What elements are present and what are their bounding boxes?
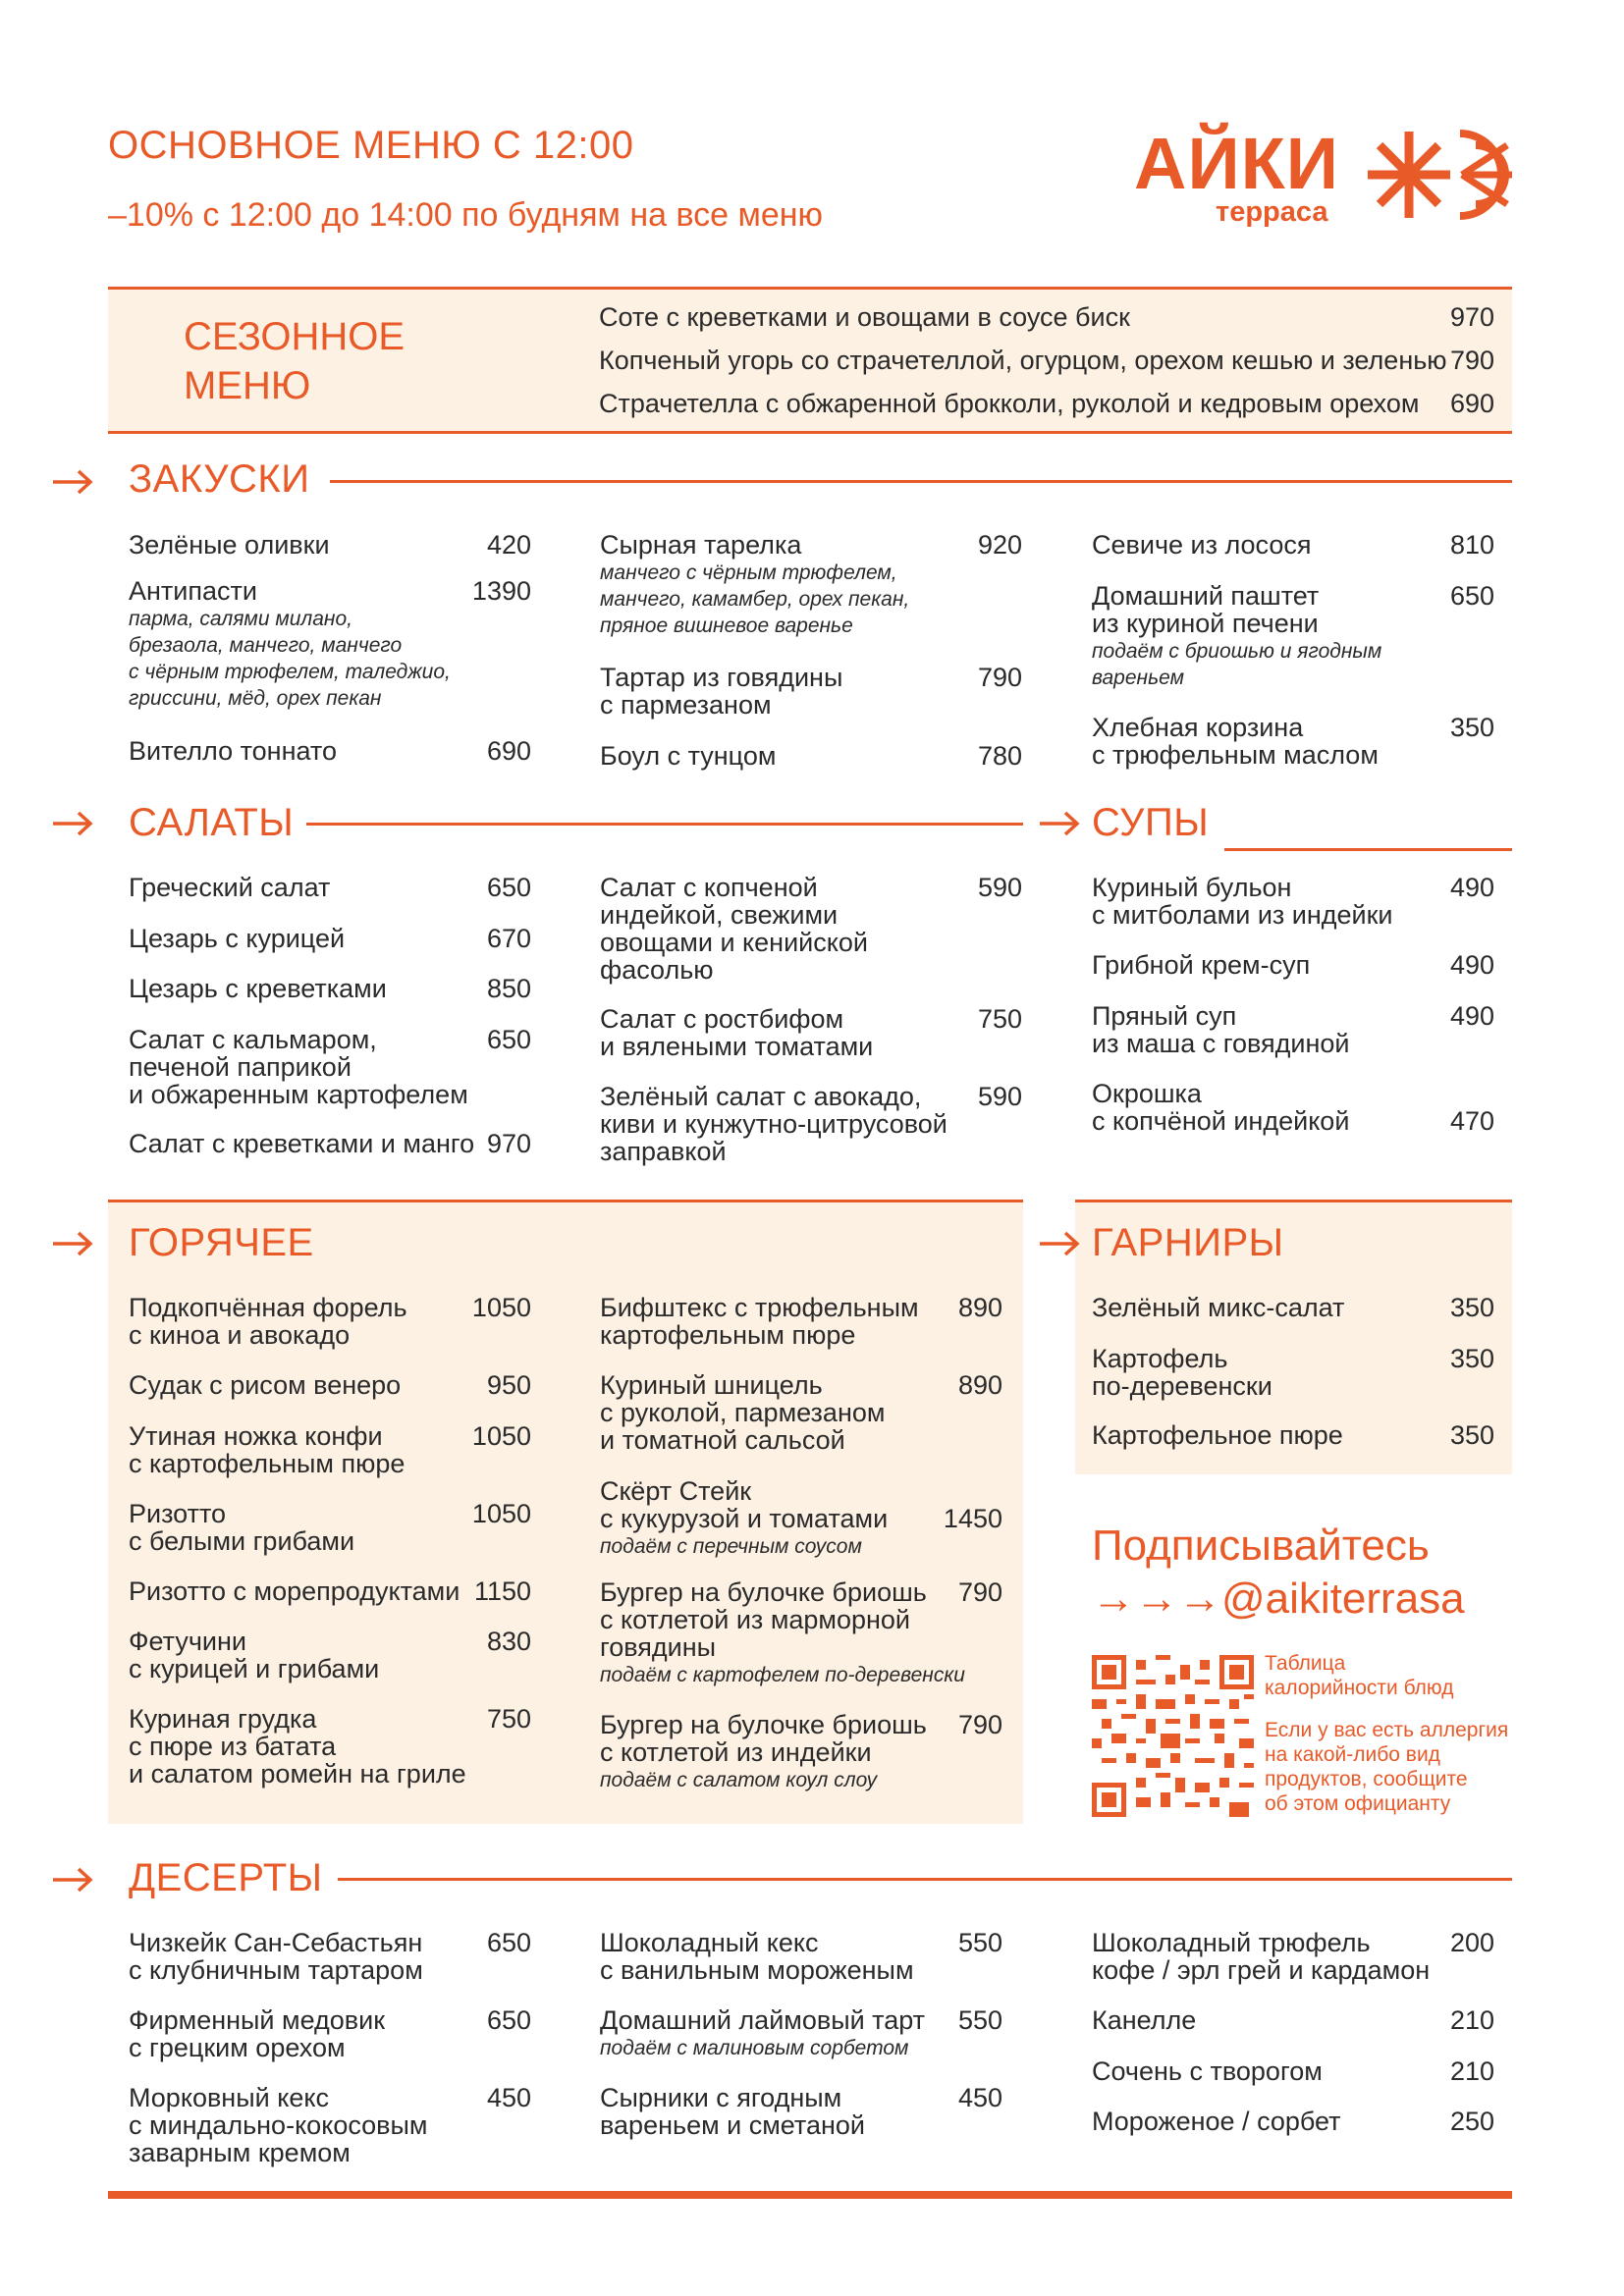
item-name: Севиче из лосося bbox=[1092, 530, 1312, 560]
menu-item bbox=[129, 577, 531, 712]
item-price: 200 bbox=[1449, 1928, 1494, 1957]
item-price: 450 bbox=[486, 2083, 531, 2112]
menu-item bbox=[1092, 1080, 1494, 1135]
item-description: парма, салями милано, брезаола, манчего, манчего с чёрным трюфелем, таледжио, гриссини, мёд, орех пекан bbox=[129, 608, 451, 710]
item-name: Сырники с ягодным вареньем и сметаной bbox=[600, 2083, 865, 2140]
item-price: 550 bbox=[957, 2005, 1002, 2035]
menu-item bbox=[1092, 714, 1494, 769]
logo-wordmark: АЙКИ bbox=[1134, 123, 1339, 204]
menu-item bbox=[129, 1422, 531, 1477]
item-name: Шоколадный кекс с ванильным мороженым bbox=[600, 1928, 914, 1985]
item-price: 350 bbox=[1449, 1293, 1494, 1322]
item-name: Бургер на булочке бриошь с котлетой из индейки bbox=[600, 1710, 927, 1767]
item-name: Бифштекс с трюфельным картофельным пюре bbox=[600, 1293, 919, 1350]
menu-item bbox=[600, 1711, 1002, 1793]
item-name: Бургер на булочке бриошь с котлетой из марморной говядины bbox=[600, 1577, 927, 1662]
arrow-right-icon bbox=[51, 811, 94, 836]
menu-item bbox=[600, 1371, 1002, 1454]
item-name: Сырная тарелка bbox=[600, 530, 802, 560]
item-price: 970 bbox=[1449, 302, 1494, 332]
item-name: Скёрт Стейк с кукурузой и томатами bbox=[600, 1476, 889, 1533]
item-price: 1150 bbox=[473, 1576, 531, 1606]
item-name: Ризотто с морепродуктами bbox=[129, 1576, 460, 1606]
menu-item bbox=[129, 1371, 531, 1399]
menu-item bbox=[129, 975, 531, 1002]
item-price: 1390 bbox=[471, 576, 531, 606]
item-description: манчего с чёрным трюфелем, манчего, камамбер, орех пекан, пряное вишневое варенье bbox=[600, 561, 910, 637]
item-name: Канелле bbox=[1092, 2005, 1197, 2035]
section-title-supy: СУПЫ bbox=[1092, 801, 1210, 844]
item-price: 650 bbox=[486, 873, 531, 902]
menu-item bbox=[1092, 582, 1494, 691]
item-price: 350 bbox=[1449, 713, 1494, 742]
item-price: 690 bbox=[1449, 389, 1494, 418]
menu-item bbox=[600, 874, 1022, 984]
menu-item bbox=[129, 1130, 531, 1157]
menu-item bbox=[1092, 951, 1494, 979]
item-price: 810 bbox=[1449, 530, 1494, 560]
seasonal-title: СЕЗОННОЕ МЕНЮ bbox=[184, 315, 406, 407]
section-title-garniry: ГАРНИРЫ bbox=[1092, 1221, 1284, 1264]
arrow-right-icon bbox=[1038, 811, 1081, 836]
seasonal-item bbox=[599, 346, 1494, 376]
item-name: Фирменный медовик с грецким орехом bbox=[129, 2005, 386, 2062]
item-description: подаём с перечным соусом bbox=[600, 1535, 862, 1558]
item-name: Куриная грудка с пюре из батата и салатом ромейн на гриле bbox=[129, 1704, 466, 1789]
item-name: Куриный бульон с митболами из индейки bbox=[1092, 873, 1393, 930]
item-name: Салат с кальмаром, печеной паприкой и обжаренным картофелем bbox=[129, 1025, 468, 1109]
logo-subtitle: терраса bbox=[1216, 196, 1328, 228]
menu-item bbox=[600, 1294, 1002, 1349]
item-name: Куриный шницель с руколой, пармезаном и томатной сальсой bbox=[600, 1370, 886, 1455]
footer-divider bbox=[108, 2191, 1512, 2199]
item-price: 590 bbox=[977, 873, 1022, 902]
section-title-deserty: ДЕСЕРТЫ bbox=[129, 1856, 323, 1899]
item-price: 780 bbox=[977, 741, 1022, 771]
item-description: подаём с картофелем по-деревенски bbox=[600, 1664, 965, 1686]
item-price: 650 bbox=[486, 1928, 531, 1957]
item-name: Домашний лаймовый тарт bbox=[600, 2005, 926, 2035]
menu-item bbox=[129, 1628, 531, 1682]
item-name: Грибной крем-суп bbox=[1092, 950, 1311, 980]
item-price: 490 bbox=[1449, 873, 1494, 902]
menu-item bbox=[129, 1500, 531, 1555]
item-name: Чизкейк Сан-Себастьян с клубничным тартаром bbox=[129, 1928, 423, 1985]
item-price: 450 bbox=[957, 2083, 1002, 2112]
menu-item bbox=[600, 1929, 1002, 1984]
item-name: Ризотто с белыми грибами bbox=[129, 1499, 355, 1556]
qr-caption: Таблица калорийности блюд bbox=[1265, 1652, 1454, 1699]
item-price: 750 bbox=[977, 1004, 1022, 1034]
menu-item bbox=[129, 925, 531, 952]
section-divider bbox=[330, 480, 1512, 483]
page-title: ОСНОВНОЕ МЕНЮ С 12:00 bbox=[108, 124, 634, 167]
sun-logo-icon bbox=[1360, 126, 1517, 224]
item-name: Фетучини с курицей и грибами bbox=[129, 1627, 380, 1683]
item-price: 210 bbox=[1449, 2056, 1494, 2086]
item-price: 210 bbox=[1449, 2005, 1494, 2035]
arrow-right-icon bbox=[51, 1867, 94, 1893]
item-name: Антипасти bbox=[129, 576, 257, 606]
item-name: Копченый угорь со страчетеллой, огурцом, орехом кешью и зеленью bbox=[599, 346, 1447, 375]
item-price: 970 bbox=[486, 1129, 531, 1158]
item-name: Мороженое / сорбет bbox=[1092, 2107, 1341, 2136]
item-price: 1050 bbox=[471, 1293, 531, 1322]
item-name: Салат с креветками и манго bbox=[129, 1129, 475, 1158]
item-price: 850 bbox=[486, 974, 531, 1003]
item-name: Салат с копченой индейкой, свежими овощами и кенийской фасолью bbox=[600, 873, 868, 985]
subscribe-heading bbox=[1092, 1520, 1465, 1626]
item-price: 650 bbox=[486, 1025, 531, 1054]
item-name: Пряный суп из маша с говядиной bbox=[1092, 1001, 1350, 1058]
item-name: Подкопчённая форель с киноа и авокадо bbox=[129, 1293, 407, 1350]
menu-item bbox=[129, 737, 531, 765]
item-price: 830 bbox=[486, 1627, 531, 1656]
item-name: Окрошка с копчёной индейкой bbox=[1092, 1079, 1350, 1136]
item-price: 670 bbox=[486, 924, 531, 953]
section-title-zakuski: ЗАКУСКИ bbox=[129, 457, 310, 501]
item-price: 950 bbox=[486, 1370, 531, 1400]
item-name: Зелёный микс-салат bbox=[1092, 1293, 1345, 1322]
item-price: 790 bbox=[1449, 346, 1494, 375]
item-name: Зелёный салат с авокадо, киви и кунжутно-цитрусовой заправкой bbox=[600, 1082, 947, 1166]
item-name: Вителло тоннато bbox=[129, 736, 338, 766]
item-price: 650 bbox=[1449, 581, 1494, 611]
menu-item bbox=[1092, 531, 1494, 559]
arrow-right-icon bbox=[1038, 1231, 1081, 1256]
menu-item bbox=[1092, 1002, 1494, 1057]
subscribe-label: Подписывайтесь bbox=[1092, 1522, 1430, 1570]
menu-item bbox=[129, 2006, 531, 2061]
section-divider bbox=[1224, 848, 1512, 851]
menu-item bbox=[129, 1026, 531, 1108]
item-price: 650 bbox=[486, 2005, 531, 2035]
item-price: 790 bbox=[977, 663, 1022, 692]
menu-item bbox=[129, 1705, 531, 1788]
menu-item bbox=[600, 1578, 1002, 1688]
instagram-handle-link[interactable]: →→→@aikiterrasa bbox=[1092, 1575, 1465, 1623]
item-price: 890 bbox=[957, 1370, 1002, 1400]
item-price: 590 bbox=[977, 1082, 1022, 1111]
menu-item bbox=[600, 1083, 1022, 1165]
menu-item bbox=[600, 531, 1022, 639]
menu-item bbox=[1092, 2108, 1494, 2135]
menu-item bbox=[129, 1294, 531, 1349]
menu-item bbox=[1092, 1929, 1494, 1984]
item-price: 470 bbox=[1449, 1106, 1494, 1136]
item-price: 790 bbox=[957, 1710, 1002, 1739]
item-name: Цезарь с курицей bbox=[129, 924, 346, 953]
item-price: 490 bbox=[1449, 950, 1494, 980]
item-price: 350 bbox=[1449, 1420, 1494, 1450]
menu-item bbox=[129, 874, 531, 901]
item-name: Цезарь с креветками bbox=[129, 974, 387, 1003]
item-name: Морковный кекс с миндально-кокосовым заварным кремом bbox=[129, 2083, 428, 2167]
item-name: Шоколадный трюфель кофе / эрл грей и кардамон bbox=[1092, 1928, 1431, 1985]
menu-item bbox=[600, 742, 1022, 770]
seasonal-item bbox=[599, 389, 1494, 419]
menu-item bbox=[129, 2084, 531, 2166]
menu-item bbox=[600, 1005, 1022, 1060]
menu-item bbox=[1092, 2057, 1494, 2085]
menu-item bbox=[129, 531, 531, 559]
menu-item bbox=[1092, 1421, 1494, 1449]
menu-item bbox=[1092, 874, 1494, 929]
item-description: подаём с бриошью и ягодным вареньем bbox=[1092, 640, 1382, 689]
section-divider bbox=[306, 823, 1023, 826]
item-name: Картофель по-деревенски bbox=[1092, 1344, 1272, 1401]
menu-item bbox=[600, 1477, 1002, 1560]
item-name: Салат с ростбифом и вялеными томатами bbox=[600, 1004, 874, 1061]
seasonal-item bbox=[599, 302, 1494, 333]
menu-item bbox=[129, 1929, 531, 1984]
allergy-note: Если у вас есть аллергия на какой-либо вид продуктов, сообщите об этом официанту bbox=[1265, 1719, 1509, 1815]
arrow-right-icon bbox=[51, 1231, 94, 1256]
item-price: 890 bbox=[957, 1293, 1002, 1322]
item-price: 1450 bbox=[943, 1504, 1002, 1533]
item-name: Зелёные оливки bbox=[129, 530, 330, 560]
item-name: Утиная ножка конфи с картофельным пюре bbox=[129, 1421, 406, 1478]
item-price: 750 bbox=[486, 1704, 531, 1734]
item-price: 1050 bbox=[471, 1499, 531, 1528]
menu-item bbox=[1092, 2006, 1494, 2034]
item-price: 920 bbox=[977, 530, 1022, 560]
item-name: Страчетелла с обжаренной брокколи, руколой и кедровым орехом bbox=[599, 389, 1420, 418]
menu-item bbox=[600, 2084, 1002, 2139]
item-price: 490 bbox=[1449, 1001, 1494, 1031]
section-title-goryachee: ГОРЯЧЕЕ bbox=[129, 1221, 314, 1264]
section-title-salaty: САЛАТЫ bbox=[129, 801, 295, 844]
menu-item bbox=[600, 2006, 1002, 2061]
item-price: 550 bbox=[957, 1928, 1002, 1957]
item-price: 250 bbox=[1449, 2107, 1494, 2136]
item-name: Боул с тунцом bbox=[600, 741, 777, 771]
item-name: Хлебная корзина с трюфельным маслом bbox=[1092, 713, 1379, 770]
menu-item bbox=[600, 664, 1022, 719]
qr-code-icon[interactable] bbox=[1092, 1655, 1254, 1817]
item-name: Соте с креветками и овощами в соусе биск bbox=[599, 302, 1130, 332]
section-divider bbox=[338, 1878, 1512, 1881]
menu-item bbox=[1092, 1294, 1494, 1321]
item-name: Домашний паштет из куриной печени bbox=[1092, 581, 1320, 638]
item-name: Судак с рисом венеро bbox=[129, 1370, 402, 1400]
item-name: Греческий салат bbox=[129, 873, 331, 902]
item-description: подаём с малиновым сорбетом bbox=[600, 2037, 909, 2059]
item-description: подаём с салатом коул слоу bbox=[600, 1769, 878, 1791]
menu-item bbox=[129, 1577, 531, 1605]
item-price: 350 bbox=[1449, 1344, 1494, 1373]
item-name: Картофельное пюре bbox=[1092, 1420, 1343, 1450]
promo-text: –10% с 12:00 до 14:00 по будням на все меню bbox=[108, 196, 824, 234]
item-price: 1050 bbox=[471, 1421, 531, 1451]
item-price: 420 bbox=[486, 530, 531, 560]
menu-item bbox=[1092, 1345, 1494, 1400]
arrow-right-icon bbox=[51, 469, 94, 495]
item-name: Сочень с творогом bbox=[1092, 2056, 1323, 2086]
item-price: 690 bbox=[486, 736, 531, 766]
item-name: Тартар из говядины с пармезаном bbox=[600, 663, 843, 720]
item-price: 790 bbox=[957, 1577, 1002, 1607]
